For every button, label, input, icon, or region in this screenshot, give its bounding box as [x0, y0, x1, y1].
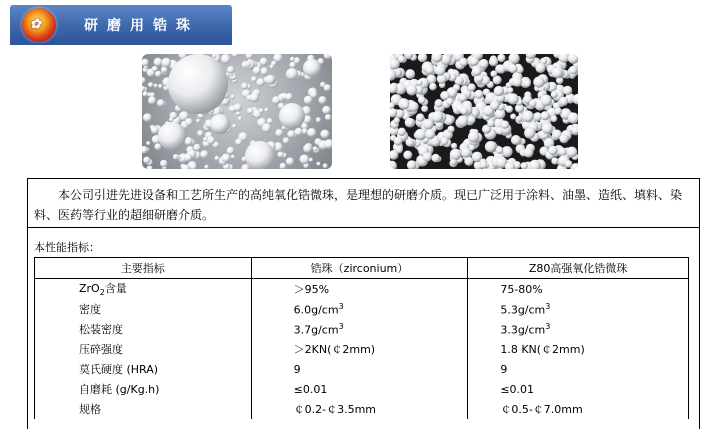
metric-cell: 规格 [35, 399, 252, 419]
header-main-metric: 主要指标 [35, 258, 252, 279]
header-z80: Z80高强氧化锆微珠 [468, 258, 689, 279]
zirconium-cell: $6.0g/cm^3$ [251, 299, 468, 319]
metric-cell: 莫氏硬度 (HRA) [35, 359, 252, 379]
table-row [35, 399, 689, 419]
zirconium-cell: ＞95% [251, 279, 468, 300]
table-row [35, 359, 689, 379]
table-header-row [35, 258, 689, 279]
performance-label: 本性能指标： [34, 241, 100, 254]
metric-cell: 自磨耗 (g/Kg.h) [35, 379, 252, 399]
table-row [35, 339, 689, 359]
z80-cell: 75-80% [468, 279, 689, 300]
zirconium-cell: ≤0.01 [251, 379, 468, 399]
high-strength-zirconia-beads-photo [390, 54, 578, 169]
table-row [35, 379, 689, 399]
section-header-banner [10, 5, 232, 43]
red-sphere-logo-icon: ✿ [22, 8, 56, 42]
zirconium-cell: ＞2KN(￠2mm) [251, 339, 468, 359]
z80-cell: 9 [468, 359, 689, 379]
performance-table [34, 257, 689, 419]
z80-cell: 1.8 KN(￠2mm) [468, 339, 689, 359]
metric-cell: 压碎强度 [35, 339, 252, 359]
zirconium-cell: ￠0.2-￠3.5mm [251, 399, 468, 419]
intro-paragraph: 本公司引进先进设备和工艺所生产的高纯氧化锆微珠，是理想的研磨介质。现已广泛用于涂料、油墨、造纸、填料、染料、医药等行业的超细研磨介质。 [34, 188, 683, 222]
zirconium-beads-photo [142, 54, 332, 169]
z80-cell: ￠0.5-￠7.0mm [468, 399, 689, 419]
intro-box [27, 178, 700, 228]
z80-cell: $3.3g/cm^3$ [468, 319, 689, 339]
metric-cell: 松装密度 [35, 319, 252, 339]
zirconium-cell: 9 [251, 359, 468, 379]
zirconium-cell: $3.7g/cm^3$ [251, 319, 468, 339]
white-beads-image [142, 54, 332, 169]
z80-cell: $5.3g/cm^3$ [468, 299, 689, 319]
table-row [35, 279, 689, 300]
header-zirconium: 锆珠（zirconium） [251, 258, 468, 279]
table-row [35, 299, 689, 319]
metric-cell: ZrO$_2$含量 [35, 279, 252, 300]
z80-cell: ≤0.01 [468, 379, 689, 399]
header-divider [10, 43, 232, 45]
section-title: 研磨用锆珠 [84, 18, 199, 34]
table-row [35, 319, 689, 339]
metric-cell: 密度 [35, 299, 252, 319]
white-beads-image [390, 54, 578, 169]
